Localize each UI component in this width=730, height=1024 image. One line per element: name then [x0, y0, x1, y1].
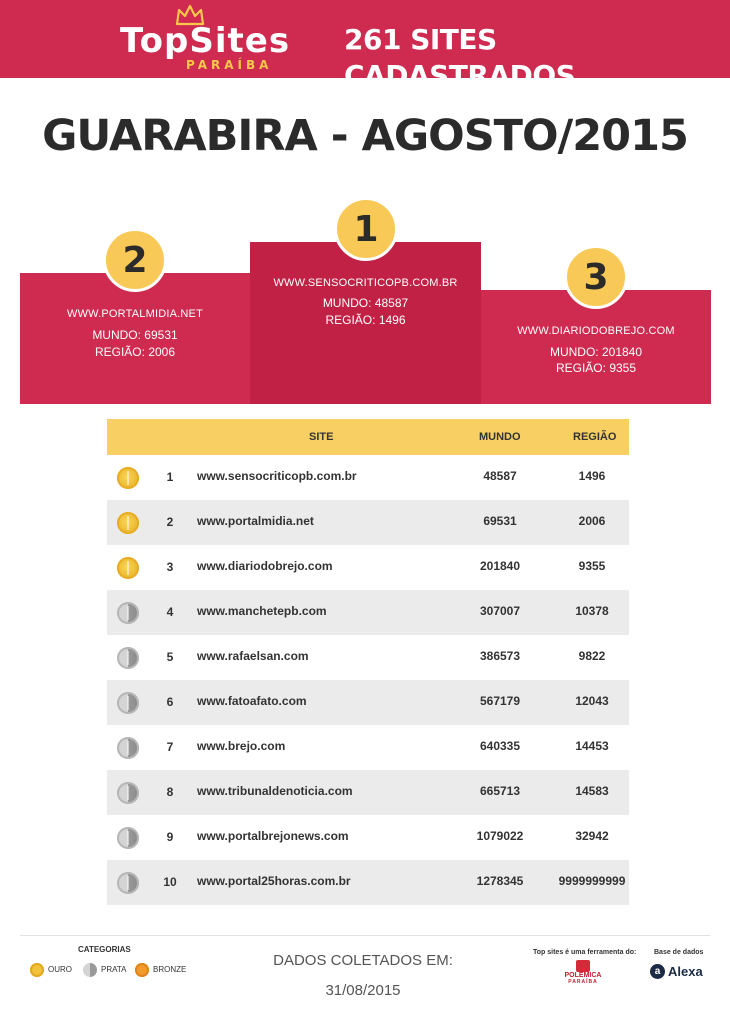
region-cell: 14583: [575, 784, 609, 798]
world-cell: 1278345: [476, 874, 524, 888]
silver-medal-icon: [117, 647, 139, 669]
gold-medal-icon: [117, 512, 139, 534]
silver-medal-icon: [117, 602, 139, 624]
silver-medal-icon: [117, 782, 139, 804]
rank-cell: 2: [166, 515, 174, 529]
ranking-table: [107, 419, 629, 905]
rank-cell: 8: [166, 785, 174, 799]
collected-label: DADOS COLETADOS EM:: [273, 952, 453, 969]
silver-medal-icon: [117, 827, 139, 849]
rank-cell: 9: [166, 830, 174, 844]
rank-cell: 3: [166, 560, 174, 574]
site-cell[interactable]: www.portalmidia.net: [197, 514, 314, 528]
rank-3-badge: 3: [564, 245, 628, 309]
table-row: [107, 545, 629, 590]
rank-1-badge: 1: [334, 197, 398, 261]
gold-medal-icon: [117, 467, 139, 489]
podium-world: MUNDO: 48587: [322, 296, 409, 310]
table-row: [107, 455, 629, 500]
podium-region: REGIÃO: 9355: [555, 361, 637, 375]
world-cell: 307007: [479, 604, 521, 618]
table-row: [107, 680, 629, 725]
header-site: SITE: [309, 431, 334, 443]
rank-cell: 10: [163, 875, 177, 889]
site-cell[interactable]: www.portal25horas.com.br: [197, 874, 351, 888]
podium-site[interactable]: WWW.SENSOCRITICOPB.COM.BR: [273, 277, 458, 289]
site-cell[interactable]: www.rafaelsan.com: [197, 649, 309, 663]
footer-divider: [20, 935, 710, 936]
site-cell[interactable]: www.tribunaldenoticia.com: [197, 784, 353, 798]
site-cell[interactable]: www.portalbrejonews.com: [197, 829, 349, 843]
rank-cell: 4: [166, 605, 174, 619]
rank-cell: 6: [166, 695, 174, 709]
world-cell: 567179: [479, 694, 521, 708]
world-cell: 201840: [479, 559, 521, 573]
region-cell: 14453: [575, 739, 609, 753]
site-cell[interactable]: www.manchetepb.com: [197, 604, 327, 618]
bronze-medal-icon: [135, 963, 149, 977]
site-cell[interactable]: www.sensocriticopb.com.br: [197, 469, 357, 483]
base-label: Base de dados: [654, 949, 704, 956]
table-row: [107, 725, 629, 770]
table-row: [107, 635, 629, 680]
polemica-mark-icon: [576, 960, 590, 972]
alexa-icon[interactable]: a: [650, 964, 665, 979]
polemica-logo[interactable]: [560, 960, 606, 984]
polemica-sub: PARAÍBA: [568, 979, 598, 985]
world-cell: 640335: [479, 739, 521, 753]
site-cell[interactable]: www.diariodobrejo.com: [197, 559, 333, 573]
table-row: [107, 815, 629, 860]
region-cell: 10378: [575, 604, 609, 618]
world-cell: 48587: [483, 469, 517, 483]
region-cell: 32942: [575, 829, 609, 843]
legend-label: PRATA: [101, 965, 127, 974]
table-row: [107, 860, 629, 905]
silver-medal-icon: [117, 872, 139, 894]
silver-medal-icon: [83, 963, 97, 977]
sites-count: 261 SITES CADASTRADOS: [344, 23, 576, 92]
podium-second: [20, 273, 250, 404]
silver-medal-icon: [117, 692, 139, 714]
region-cell: 9999999999: [558, 874, 626, 888]
world-cell: 69531: [483, 514, 517, 528]
world-cell: 1079022: [476, 829, 524, 843]
header-region: REGIÃO: [573, 431, 617, 443]
legend-label: BRONZE: [153, 965, 187, 974]
silver-medal-icon: [117, 737, 139, 759]
topsites-logo[interactable]: [120, 8, 300, 74]
polemica-text: POLÊMICA: [564, 972, 602, 979]
world-cell: 665713: [479, 784, 521, 798]
tool-label: Top sites é uma ferramenta do:: [533, 949, 637, 956]
gold-medal-icon: [30, 963, 44, 977]
podium-first: [250, 242, 481, 404]
podium-site[interactable]: WWW.DIARIODOBREJO.COM: [517, 325, 675, 337]
rank-cell: 1: [166, 470, 174, 484]
page-title: GUARABIRA - AGOSTO/2015: [42, 111, 688, 161]
world-cell: 386573: [479, 649, 521, 663]
rank-cell: 7: [166, 740, 174, 754]
site-cell[interactable]: www.fatoafato.com: [197, 694, 307, 708]
site-cell[interactable]: www.brejo.com: [197, 739, 286, 753]
header-bar: [0, 0, 730, 92]
podium-world: MUNDO: 201840: [549, 345, 643, 359]
region-cell: 1496: [578, 469, 606, 483]
region-cell: 2006: [578, 514, 606, 528]
table-header: [107, 419, 629, 455]
podium-region: REGIÃO: 2006: [94, 345, 176, 359]
header-world: MUNDO: [479, 431, 521, 443]
podium-world: MUNDO: 69531: [92, 328, 178, 342]
region-cell: 12043: [575, 694, 609, 708]
table-row: [107, 770, 629, 815]
region-cell: 9355: [578, 559, 606, 573]
podium-site[interactable]: WWW.PORTALMIDIA.NET: [66, 308, 203, 320]
legend-label: OURO: [48, 965, 72, 974]
alexa-logo[interactable]: Alexa: [668, 964, 703, 979]
podium-region: REGIÃO: 1496: [325, 313, 406, 327]
logo-text: TopSites: [120, 21, 291, 61]
rank-2-badge: 2: [103, 228, 167, 292]
region-cell: 9822: [578, 649, 606, 663]
categories-title: CATEGORIAS: [78, 945, 131, 954]
table-row: [107, 500, 629, 545]
gold-medal-icon: [117, 557, 139, 579]
logo-subtitle: PARAÍBA: [186, 58, 273, 72]
table-row: [107, 590, 629, 635]
rank-cell: 5: [166, 650, 174, 664]
collected-date: 31/08/2015: [325, 982, 401, 999]
